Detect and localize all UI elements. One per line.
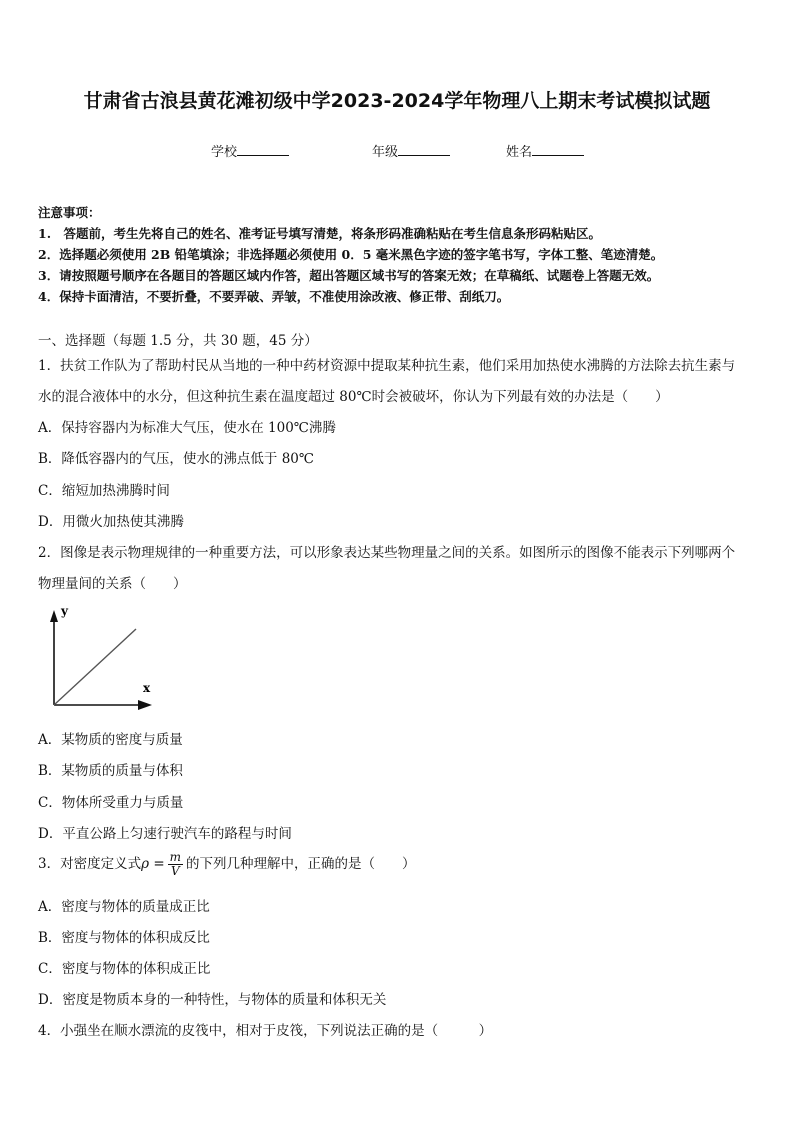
q1-option-a: A．保持容器内为标准大气压，使水在 100℃沸腾: [38, 420, 336, 436]
notice-item: 4．保持卡面清洁，不要折叠，不要弄破、弄皱，不准使用涂改液、修正带、刮纸刀。: [38, 289, 510, 304]
q3-stem: [38, 849, 416, 879]
q2-option-c: C．物体所受重力与质量: [38, 795, 184, 811]
q2-stem-line2: 物理量间的关系（ ）: [38, 576, 187, 592]
x-axis-label: x: [143, 681, 151, 695]
q3-rho: ρ =: [141, 856, 165, 872]
y-axis-label: y: [61, 604, 68, 618]
notice-heading: 注意事项：: [38, 205, 101, 220]
school-label: 学校: [211, 145, 238, 160]
proportional-line: [54, 629, 136, 705]
q2-stem-line1: 2．图像是表示物理规律的一种重要方法，可以形象表达某些物理量之间的关系。如图所示的图像不能表示下列哪两个: [38, 545, 736, 561]
name-field: [506, 141, 584, 160]
q1-option-d: D．用微火加热使其沸腾: [38, 514, 184, 530]
school-field: [211, 141, 289, 160]
formula-numerator: m: [169, 850, 182, 864]
grade-blank: [398, 144, 450, 156]
linear-graph: [38, 600, 158, 715]
q1-stem-line2: 水的混合液体中的水分，但这种抗生素在温度超过 80℃时会被破坏，你认为下列最有效的办法是（ ）: [38, 389, 669, 405]
grade-label: 年级: [372, 145, 399, 160]
q2-option-d: D．平直公路上匀速行驶汽车的路程与时间: [38, 826, 292, 842]
notice-item: 1. 答题前，考生先将自己的姓名、准考证号填写清楚，将条形码准确粘贴在考生信息条形码粘贴区。: [38, 226, 602, 241]
page-title: 甘肃省古浪县黄花滩初级中学2023-2024学年物理八上期末考试模拟试题: [83, 90, 711, 112]
q3-option-a: A．密度与物体的质量成正比: [38, 899, 210, 915]
q3-option-b: B．密度与物体的体积成反比: [38, 930, 210, 946]
q2-option-b: B．某物质的质量与体积: [38, 763, 183, 779]
q1-option-b: B．降低容器内的气压，使水的沸点低于 80℃: [38, 451, 314, 467]
density-formula: [168, 851, 183, 878]
q3-option-d: D．密度是物质本身的一种特性，与物体的质量和体积无关: [38, 992, 387, 1008]
q1-option-c: C．缩短加热沸腾时间: [38, 483, 170, 499]
school-blank: [237, 144, 289, 156]
q3-prefix: 3．对密度定义式: [38, 856, 142, 872]
notice-item: 3．请按照题号顺序在各题目的答题区域内作答，超出答题区域书写的答案无效；在草稿纸、试题卷上答题无效。: [38, 268, 660, 283]
x-axis-arrow: [138, 700, 152, 710]
section-heading: 一、选择题（每题 1.5 分，共 30 题，45 分）: [38, 333, 318, 349]
y-axis-arrow: [50, 610, 58, 622]
grade-field: [372, 141, 450, 160]
q4-stem: 4．小强坐在顺水漂流的皮筏中，相对于皮筏，下列说法正确的是（ ）: [38, 1023, 493, 1039]
q1-stem-line1: 1．扶贫工作队为了帮助村民从当地的一种中药材资源中提取某种抗生素，他们采用加热使水沸腾的方法除去抗生素与: [38, 358, 736, 374]
name-label: 姓名: [506, 145, 533, 160]
name-blank: [532, 144, 584, 156]
q3-option-c: C．密度与物体的体积成正比: [38, 961, 211, 977]
notice-item: 2．选择题必须使用 2B 铅笔填涂；非选择题必须使用 0．5 毫米黑色字迹的签字笔书写，字体工整、笔迹清楚。: [38, 247, 664, 262]
q3-suffix: 的下列几种理解中，正确的是（ ）: [186, 856, 416, 872]
formula-denominator: V: [171, 864, 180, 878]
q2-option-a: A．某物质的密度与质量: [38, 732, 183, 748]
